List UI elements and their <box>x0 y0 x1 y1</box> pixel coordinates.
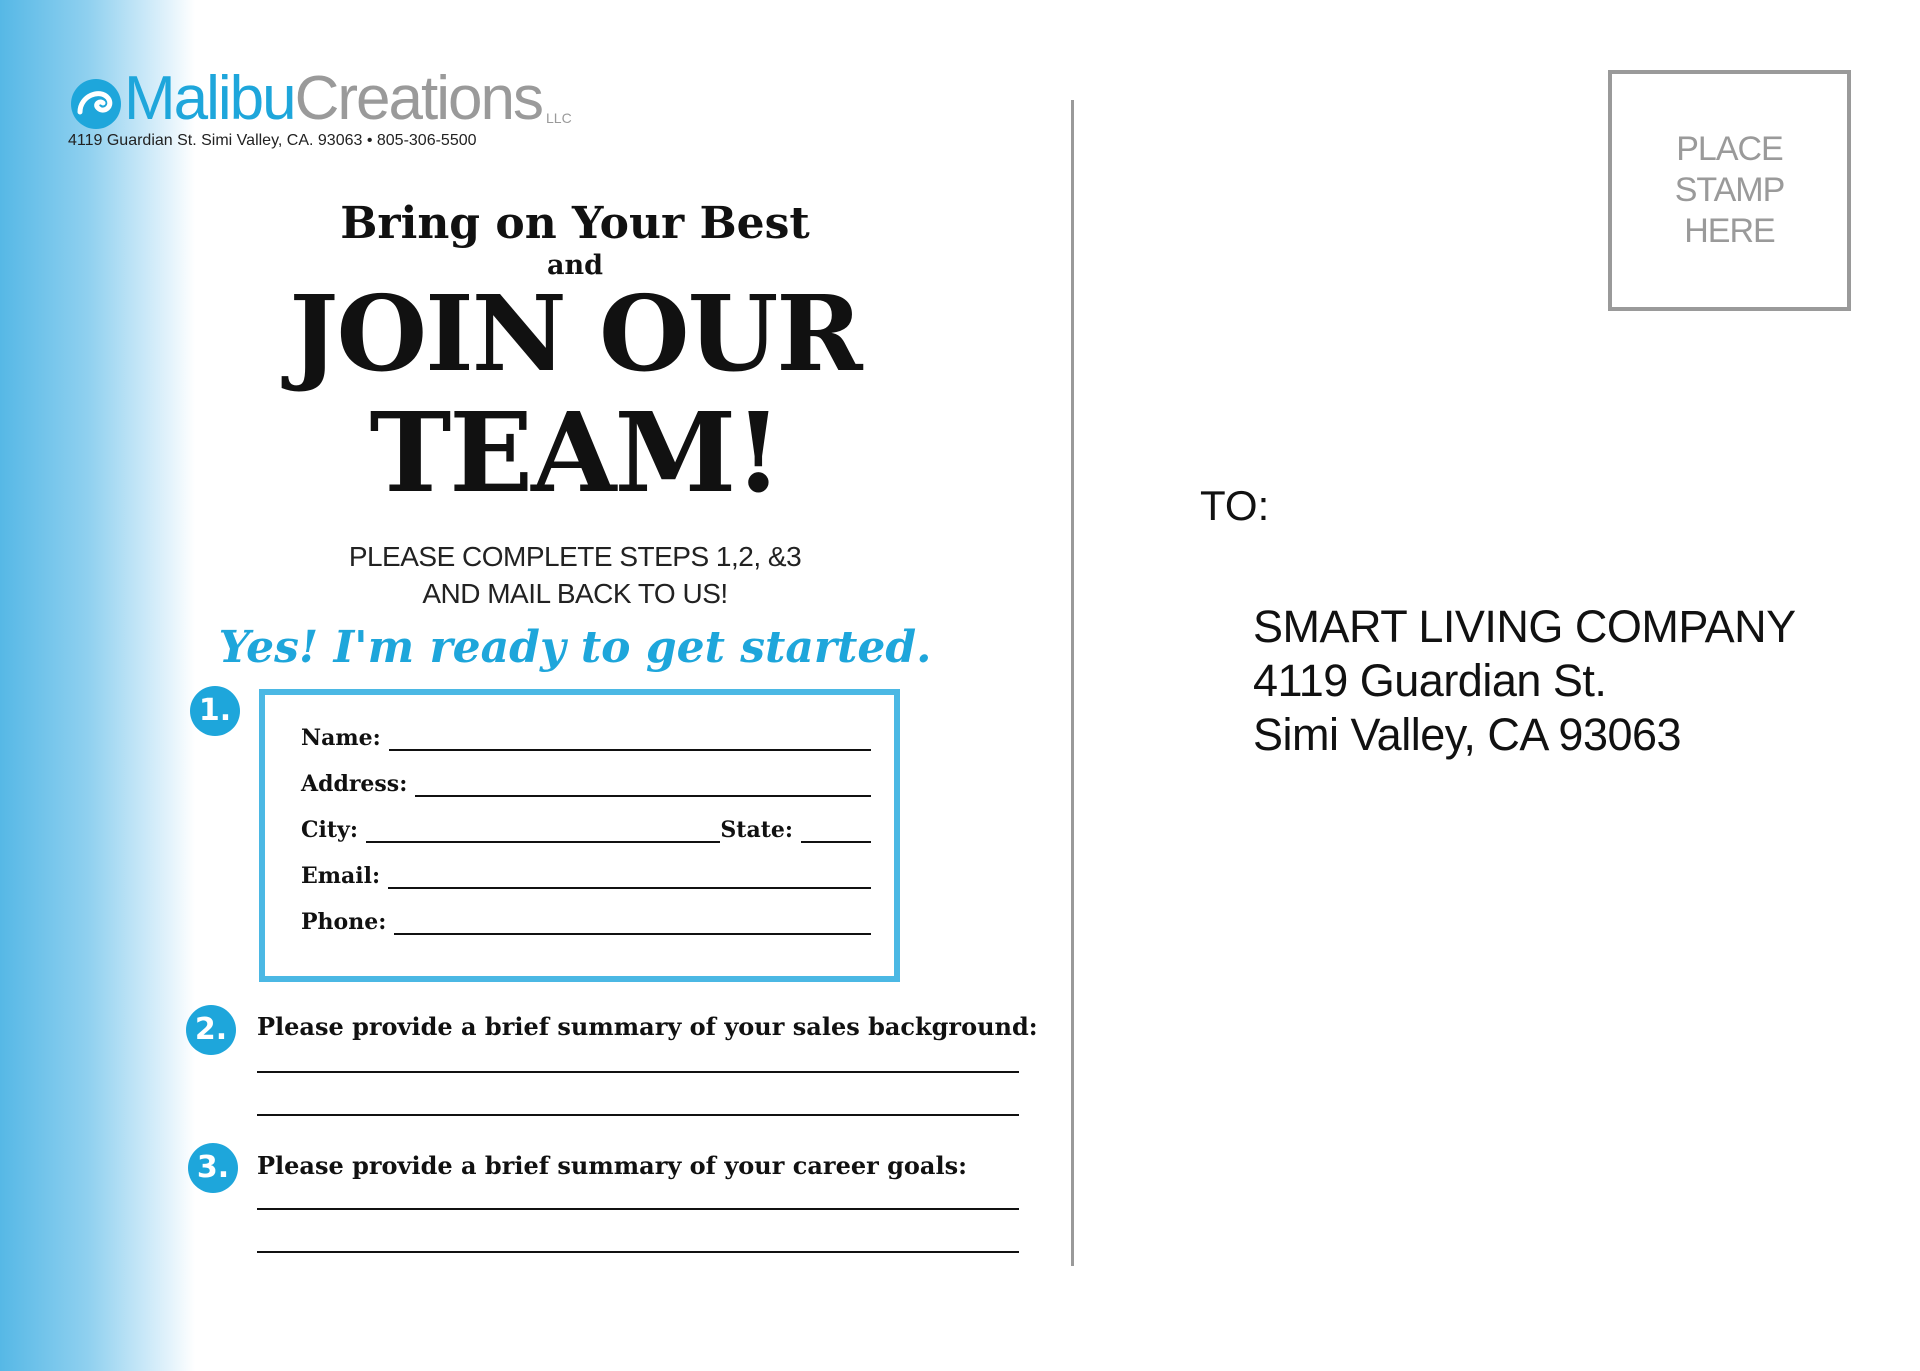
email-input-line[interactable] <box>388 867 871 889</box>
name-field[interactable] <box>301 725 871 751</box>
recipient-address <box>1253 600 1796 762</box>
career-goals-question: Please provide a brief summary of your career goals: <box>257 1151 967 1180</box>
headline-team: TEAM! <box>369 388 781 517</box>
state-input-line[interactable] <box>801 821 871 843</box>
stamp-line1: PLACE <box>1676 130 1783 168</box>
sales-background-line-1[interactable] <box>257 1071 1019 1073</box>
sales-background-line-2[interactable] <box>257 1114 1019 1116</box>
sales-background-question: Please provide a brief summary of your sales background: <box>257 1012 1038 1041</box>
recipient-street: 4119 Guardian St. <box>1253 655 1607 706</box>
email-label: Email: <box>301 863 381 889</box>
address-label: Address: <box>301 771 408 797</box>
instructions <box>0 538 1150 612</box>
recipient-name: SMART LIVING COMPANY <box>1253 601 1796 652</box>
company-address-line: 4119 Guardian St. Simi Valley, CA. 93063 • 805-306-5500 <box>68 132 477 149</box>
instructions-line1: PLEASE COMPLETE STEPS 1,2, &3 <box>348 541 802 572</box>
stamp-box <box>1608 70 1851 311</box>
phone-label: Phone: <box>301 909 387 935</box>
stamp-line2: STAMP <box>1674 171 1785 209</box>
address-field[interactable] <box>301 771 871 797</box>
city-state-field[interactable] <box>301 817 871 843</box>
address-input-line[interactable] <box>415 775 871 797</box>
name-input-line[interactable] <box>389 729 871 751</box>
contact-form-box <box>259 689 900 982</box>
headline-and: and <box>546 250 603 281</box>
headline-bring: Bring on Your Best <box>340 198 810 249</box>
phone-field[interactable] <box>301 909 871 935</box>
career-goals-line-1[interactable] <box>257 1208 1019 1210</box>
postcard-divider <box>1071 100 1074 1266</box>
phone-input-line[interactable] <box>394 913 871 935</box>
email-field[interactable] <box>301 863 871 889</box>
career-goals-line-2[interactable] <box>257 1251 1019 1253</box>
stamp-text <box>1675 129 1785 252</box>
headline-join-our: JOIN OUR <box>289 272 861 395</box>
step-2-badge: 2. <box>186 1005 236 1055</box>
instructions-line2: AND MAIL BACK TO US! <box>422 578 728 609</box>
stamp-line3: HERE <box>1684 212 1775 250</box>
city-label: City: <box>301 817 358 843</box>
logo-malibu-text: Malibu <box>124 64 295 133</box>
brand-logo <box>70 64 572 133</box>
logo-creations-text: Creations <box>294 64 542 133</box>
step-1-badge: 1. <box>190 686 240 736</box>
name-label: Name: <box>301 725 381 751</box>
city-input-line[interactable] <box>366 821 720 843</box>
to-label: TO: <box>1200 482 1270 529</box>
tagline: Yes! I'm ready to get started. <box>218 622 932 673</box>
recipient-city: Simi Valley, CA 93063 <box>1253 709 1682 760</box>
state-label: State: <box>720 817 793 843</box>
logo-llc-text: LLC <box>546 110 572 126</box>
wave-logo-icon <box>70 78 122 130</box>
step-3-badge: 3. <box>188 1143 238 1193</box>
